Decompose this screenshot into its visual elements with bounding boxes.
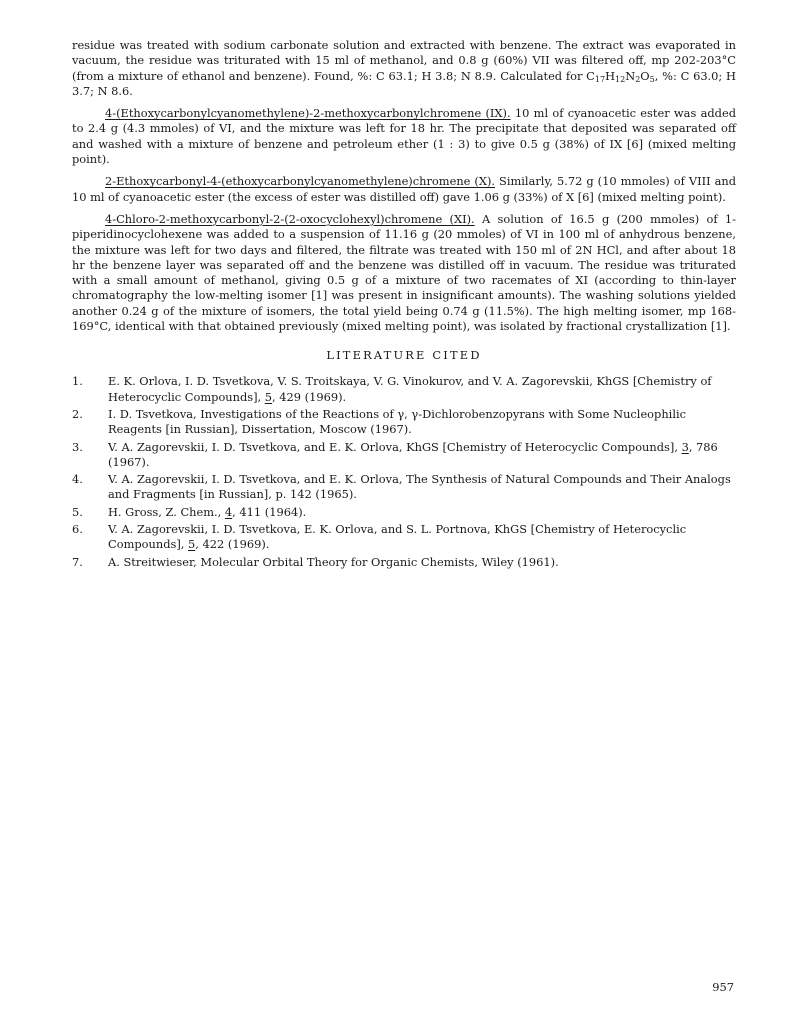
reference-item [72,374,736,405]
reference-list [72,374,736,570]
reference-item [72,472,736,503]
reference-item [72,440,736,471]
page-body [72,38,736,572]
paragraph-compound-xi [72,212,736,334]
reference-text: H. Gross, Z. Chem., 4, 411 (1964). [108,504,307,519]
reference-item [72,555,736,570]
reference-text: E. K. Orlova, I. D. Tsvetkova, V. S. Troitskaya, V. G. Vinokurov, and V. A. Zagorevskii, KhGS [Chemistry of Heterocyclic Compounds], 5, 429 (1969). [108,374,712,404]
paragraph-text: Similarly, 5.72 g (10 mmoles) of VIII and 10 ml of cyanoacetic ester (the excess of ester was distilled off) gave 1.06 g (33%) of X [6] (mixed melting point). [72,174,736,204]
subscript: 5 [649,74,655,84]
paragraph-text: residue was treated with sodium carbonate solution and extracted with benzene. The extract was evaporated in vacuum, the residue was triturated with 15 ml of methanol, and 0.8 g (60%) VII was filtered off, mp 202-203°C (from a mixture of ethanol and benzene). Found, %: C 63.1; H 3.8; N 8.9. Calculated for C [72,38,736,83]
reference-text: V. A. Zagorevskii, I. D. Tsvetkova, and E. K. Orlova, KhGS [Chemistry of Heterocyclic Compounds], 3, 786 (1967). [108,439,718,469]
reference-number: 2. [72,406,83,421]
subscript: 12 [615,74,626,84]
subscript: 2 [635,74,641,84]
reference-text: V. A. Zagorevskii, I. D. Tsvetkova, and E. K. Orlova, The Synthesis of Natural Compounds and Their Analogs and Fragments [in Russian], p. 142 (1965). [108,472,731,502]
formula-text: O [640,68,650,83]
reference-number: 7. [72,554,83,569]
volume-number: 3 [681,439,689,454]
reference-item [72,407,736,438]
reference-number: 4. [72,472,83,487]
reference-text: A. Streitwieser, Molecular Orbital Theory for Organic Chemists, Wiley (1961). [108,554,559,569]
volume-number: 5 [188,537,196,552]
reference-text: V. A. Zagorevskii, I. D. Tsvetkova, E. K. Orlova, and S. L. Portnova, KhGS [Chemistry of Heterocyclic Compounds], 5, 422 (1969). [108,522,687,552]
formula-text: H [605,68,616,83]
compound-title: 4-(Ethoxycarbonylcyanomethylene)-2-methoxycarbonylchromene (IX). [105,106,511,121]
reference-item [72,522,736,553]
literature-heading: LITERATURE CITED [326,348,482,363]
paragraph-text: , %: C 63.0; H 3.7; N 8.6. [72,68,736,98]
paragraph-text: A solution of 16.5 g (200 mmoles) of 1-piperidinocyclohexene was added to a suspension of 11.16 g (20 mmoles) of VI in 100 ml of anhydrous benzene, the mixture was left for two days and filtered, the filtrate was treated with 150 ml of 2N HCl, and after about 18 hr the benzene layer was separated off and the benzene was distilled off in vacuum. The residue was triturated with a small amount of methanol, giving 0.5 g of a mixture of two racemates of XI (according to thin-layer chromatography the low-melting isomer [1] was present in insignificant amounts). The washing solutions yielded another 0.24 g of the mixture of isomers, the total yield being 0.74 g (11.5%). The high melting isomer, mp 168-169°C, identical with that obtained previously (mixed melting point), was isolated by fractional crystallization [1]. [72,211,736,334]
paragraph-compound-x [72,174,736,205]
reference-number: 3. [72,439,83,454]
subscript: 17 [594,74,606,84]
compound-title: 2-Ethoxycarbonyl-4-(ethoxycarbonylcyanomethylene)chromene (X). [105,174,496,189]
reference-number: 5. [72,504,83,519]
compound-title: 4-Chloro-2-methoxycarbonyl-2-(2-oxocyclohexyl)chromene (XI). [105,211,475,226]
paragraph-text: 10 ml of cyanoacetic ester was added to 2.4 g (4.3 mmoles) of VI, and the mixture was left for 18 hr. The precipitate that deposited was separated off and washed with a mixture of benzene and petroleum ether (1 : 3) to give 0.5 g (38%) of IX [6] (mixed melting point). [72,106,736,167]
paragraph-continued [72,38,736,99]
page-number: 957 [712,980,734,994]
paragraph-compound-ix [72,106,736,167]
volume-number: 4 [224,504,233,519]
reference-number: 6. [72,522,83,537]
reference-item [72,505,736,520]
formula-text: N [625,68,636,83]
reference-number: 1. [72,374,83,389]
reference-text: I. D. Tsvetkova, Investigations of the Reactions of γ, γ-Dichlorobenzopyrans with Some Nucleophilic Reagents [in Russian], Dissertation, Moscow (1967). [108,406,686,437]
volume-number: 5 [264,389,273,404]
